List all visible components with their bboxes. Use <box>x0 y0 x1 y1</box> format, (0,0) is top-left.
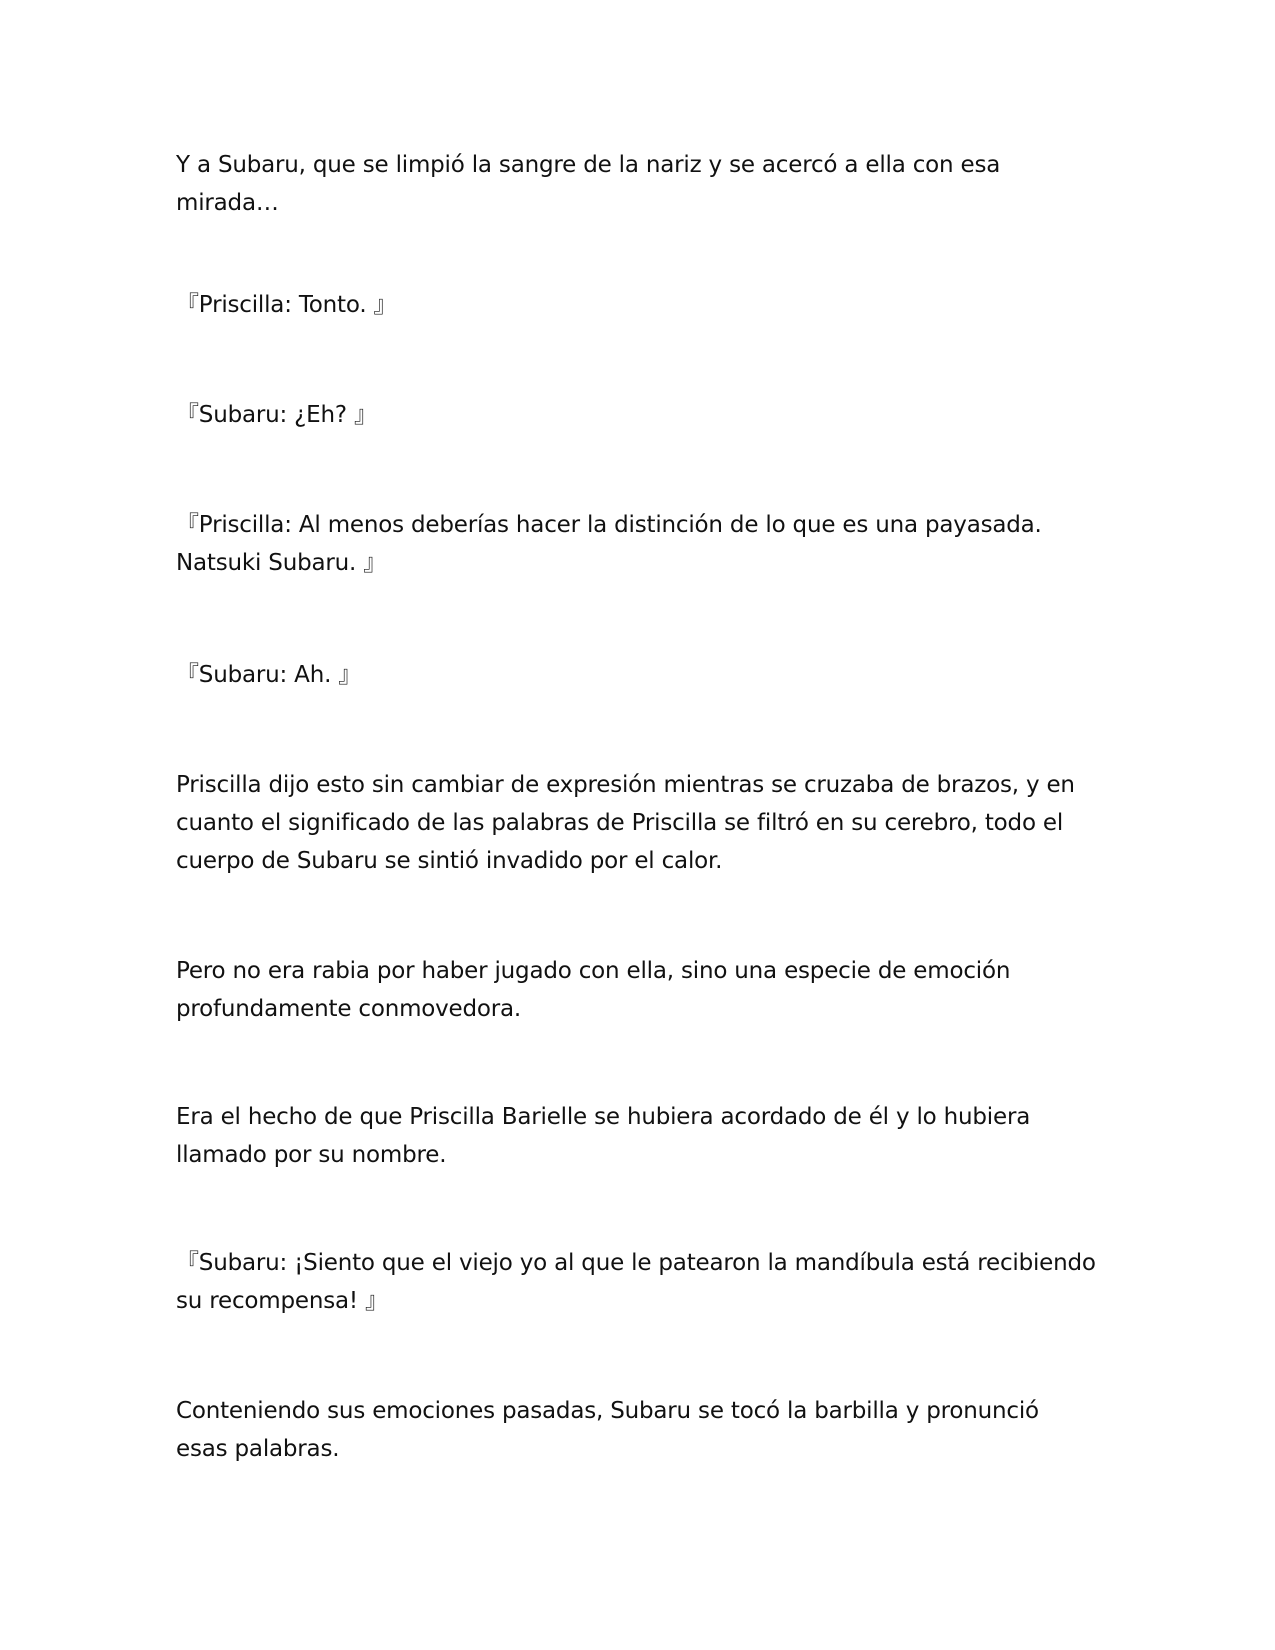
dialogue-subaru-1: 『Subaru: ¿Eh? 』 <box>176 402 377 428</box>
paragraph-narration-2: Priscilla dijo esto sin cambiar de expresión mientras se cruzaba de brazos, y en cuanto el significado de las palabras de Priscilla se filtró en su cerebro, todo el cuerpo de Subaru se sintió invadido por el calor. <box>176 772 1075 874</box>
paragraph-narration-3: Pero no era rabia por haber jugado con ella, sino una especie de emoción profundamente conmovedora. <box>176 958 1011 1022</box>
paragraph-narration-4: Era el hecho de que Priscilla Barielle se hubiera acordado de él y lo hubiera llamado por su nombre. <box>176 1104 1031 1168</box>
dialogue-priscilla-1: 『Priscilla: Tonto. 』 <box>176 292 397 318</box>
dialogue-subaru-2: 『Subaru: Ah. 』 <box>176 662 362 688</box>
paragraph-narration-1: Y a Subaru, que se limpió la sangre de la nariz y se acercó a ella con esa mirada… <box>176 152 1001 216</box>
dialogue-subaru-3: 『Subaru: ¡Siento que el viejo yo al que le patearon la mandíbula está recibiendo su recompensa! 』 <box>176 1250 1096 1314</box>
dialogue-priscilla-2: 『Priscilla: Al menos deberías hacer la distinción de lo que es una payasada. Natsuki Subaru. 』 <box>176 512 1042 576</box>
paragraph-narration-5: Conteniendo sus emociones pasadas, Subaru se tocó la barbilla y pronunció esas palabras. <box>176 1398 1039 1462</box>
